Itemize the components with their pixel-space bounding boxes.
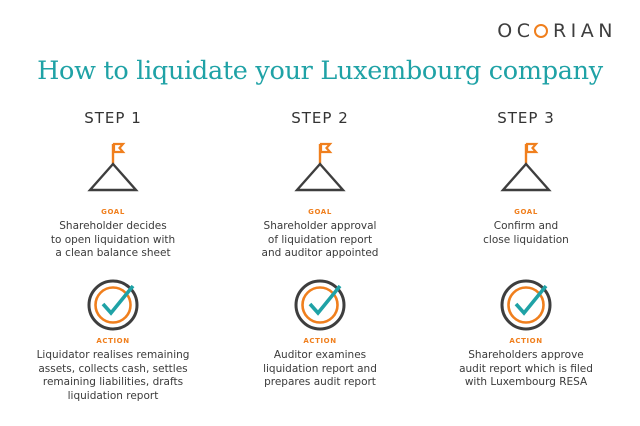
mountain-flag-icon <box>288 138 352 194</box>
logo-o-ring-icon <box>534 24 548 38</box>
goal-tag: GOAL <box>514 208 538 216</box>
goal-tag: GOAL <box>101 208 125 216</box>
target-check-icon <box>496 276 556 332</box>
target-check-icon <box>83 276 143 332</box>
page-title: How to liquidate your Luxembourg company <box>37 56 603 86</box>
step-label: STEP 2 <box>291 109 349 127</box>
action-text: Auditor examines liquidation report and prepares audit report <box>263 349 377 388</box>
target-check-icon <box>290 276 350 332</box>
goal-tag: GOAL <box>308 208 332 216</box>
mountain-flag-icon <box>81 138 145 194</box>
action-text: Liquidator realises remaining assets, collects cash, settles remaining liabilities, drafts liquidation report <box>36 349 190 402</box>
ocorian-logo <box>497 20 617 42</box>
logo-text-end: RIAN <box>552 20 617 42</box>
action-tag: ACTION <box>303 337 337 345</box>
goal-text: Confirm and close liquidation <box>483 220 569 246</box>
step-label: STEP 3 <box>497 109 555 127</box>
step-label: STEP 1 <box>84 109 142 127</box>
step-2-column <box>220 108 420 390</box>
mountain-flag-icon <box>494 138 558 194</box>
step-3-column <box>426 108 626 390</box>
logo-text-start: OC <box>497 20 535 42</box>
action-text: Shareholders approve audit report which is filed with Luxembourg RESA <box>459 349 593 388</box>
goal-text: Shareholder decides to open liquidation with a clean balance sheet <box>50 220 176 259</box>
goal-text: Shareholder approval of liquidation report and auditor appointed <box>261 220 379 259</box>
action-tag: ACTION <box>96 337 130 345</box>
step-1-column <box>13 108 213 403</box>
action-tag: ACTION <box>509 337 543 345</box>
